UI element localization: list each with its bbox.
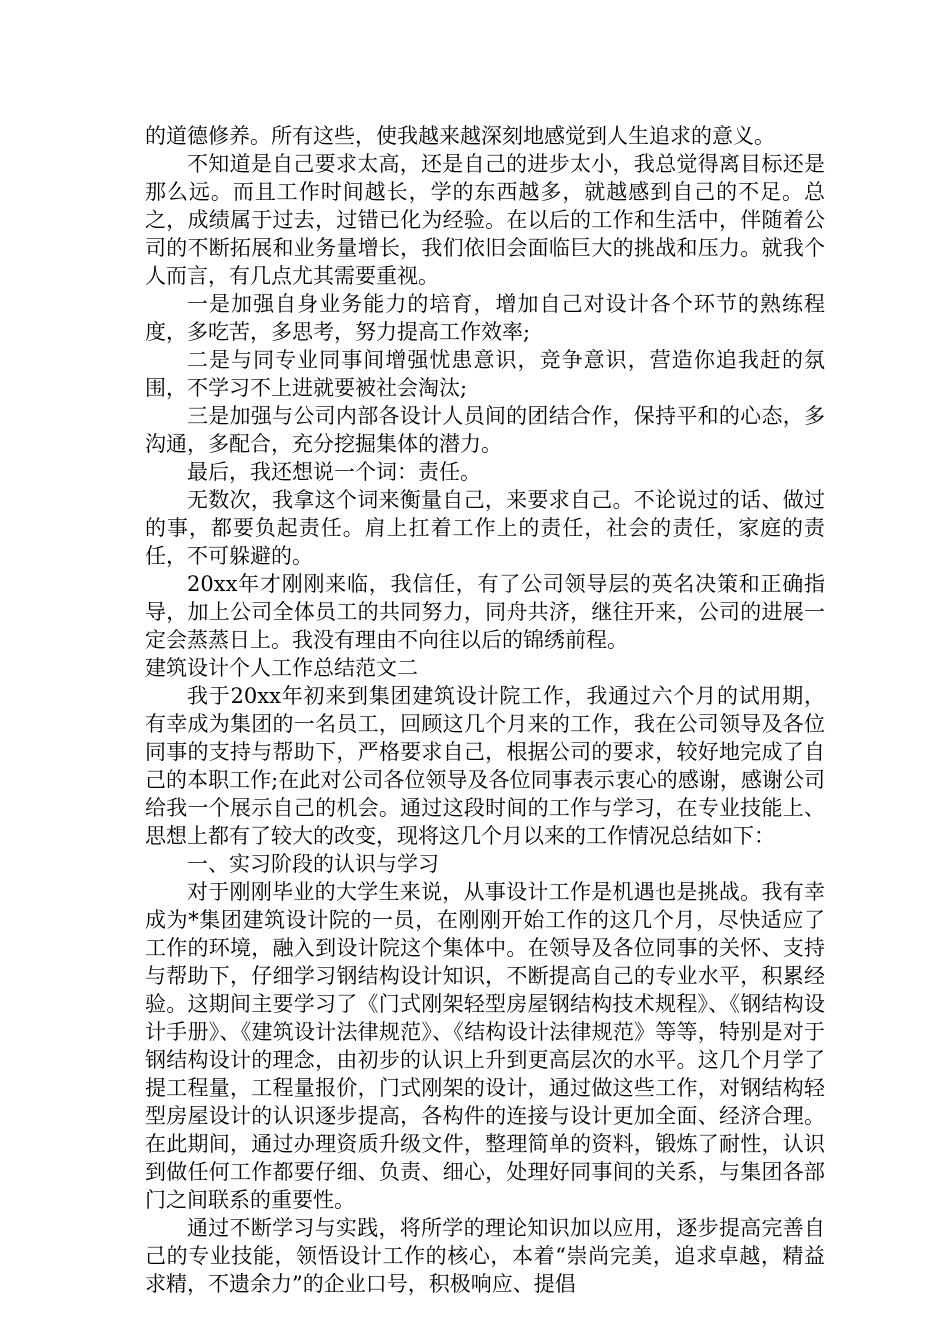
- paragraph-2: 不知道是自己要求太高，还是自己的进步太小，我总觉得离目标还是那么远。而且工作时间越长，学的东西越多，就越感到自己的不足。总之，成绩属于过去，过错已化为经验。在以后的工作和生活中，伴随着公司的不断拓展和业务量增长，我们依旧会面临巨大的挑战和压力。就我个人而言，有几点尤其需要重视。: [145, 152, 825, 288]
- section-heading: 建筑设计个人工作总结范文二: [145, 656, 418, 680]
- paragraph-5: 三是加强与公司内部各设计人员间的团结合作，保持平和的心态，多沟通，多配合，充分挖掘集体的潜力。: [145, 404, 825, 456]
- paragraph-3: 一是加强自身业务能力的培育，增加自己对设计各个环节的熟练程度，多吃苦，多思考，努力提高工作效率;: [145, 292, 825, 344]
- subheading-1: 一、实习阶段的认识与学习: [187, 852, 439, 876]
- paragraph-10: 对于刚刚毕业的大学生来说，从事设计工作是机遇也是挑战。我有幸成为*集团建筑设计院的一员，在刚刚开始工作的这几个月，尽快适应了工作的环境，融入到设计院这个集体中。在领导及各位同事的关怀、支持与帮助下，仔细学习钢结构设计知识，不断提高自己的专业水平，积累经验。这期间主要学习了《门式刚架轻型房屋钢结构技术规程》、《钢结构设计手册》、《建筑设计法律规范》、《结构设计法律规范》等等，特别是对于钢结构设计的理念，由初步的认识上升到更高层次的水平。这几个月学了提工程量，工程量报价，门式刚架的设计，通过做这些工作，对钢结构轻型房屋设计的认识逐步提高，各构件的连接与设计更加全面、经济合理。在此期间，通过办理资质升级文件，整理简单的资料，锻炼了耐性，认识到做任何工作都要仔细、负责、细心，处理好同事间的关系，与集团各部门之间联系的重要性。: [145, 880, 825, 1212]
- paragraph-11: 通过不断学习与实践，将所学的理论知识加以应用，逐步提高完善自己的专业技能，领悟设计工作的核心，本着“崇尚完美，追求卓越，精益求精，不遗余力”的企业口号，积极响应、提倡: [145, 1216, 825, 1296]
- document-page: [145, 122, 825, 1298]
- paragraph-4: 二是与同专业同事间增强忧患意识，竞争意识，营造你追我赶的氛围，不学习不上进就要被社会淘汰;: [145, 348, 825, 400]
- paragraph-7: 无数次，我拿这个词来衡量自己，来要求自己。不论说过的话、做过的事，都要负起责任。肩上扛着工作上的责任，社会的责任，家庭的责任，不可躲避的。: [145, 488, 825, 568]
- paragraph-1: 的道德修养。所有这些，使我越来越深刻地感觉到人生追求的意义。: [145, 124, 775, 148]
- paragraph-9: 我于20xx年初来到集团建筑设计院工作，我通过六个月的试用期，有幸成为集团的一名员工，回顾这几个月来的工作，我在公司领导及各位同事的支持与帮助下，严格要求自己，根据公司的要求，较好地完成了自己的本职工作;在此对公司各位领导及各位同事表示衷心的感谢，感谢公司给我一个展示自己的机会。通过这段时间的工作与学习，在专业技能上、思想上都有了较大的改变，现将这几个月以来的工作情况总结如下：: [145, 684, 825, 848]
- paragraph-8: 20xx年才刚刚来临，我信任，有了公司领导层的英名决策和正确指导，加上公司全体员工的共同努力，同舟共济，继往开来，公司的进展一定会蒸蒸日上。我没有理由不向往以后的锦绣前程。: [145, 572, 825, 652]
- paragraph-6: 最后，我还想说一个词：责任。: [187, 460, 481, 484]
